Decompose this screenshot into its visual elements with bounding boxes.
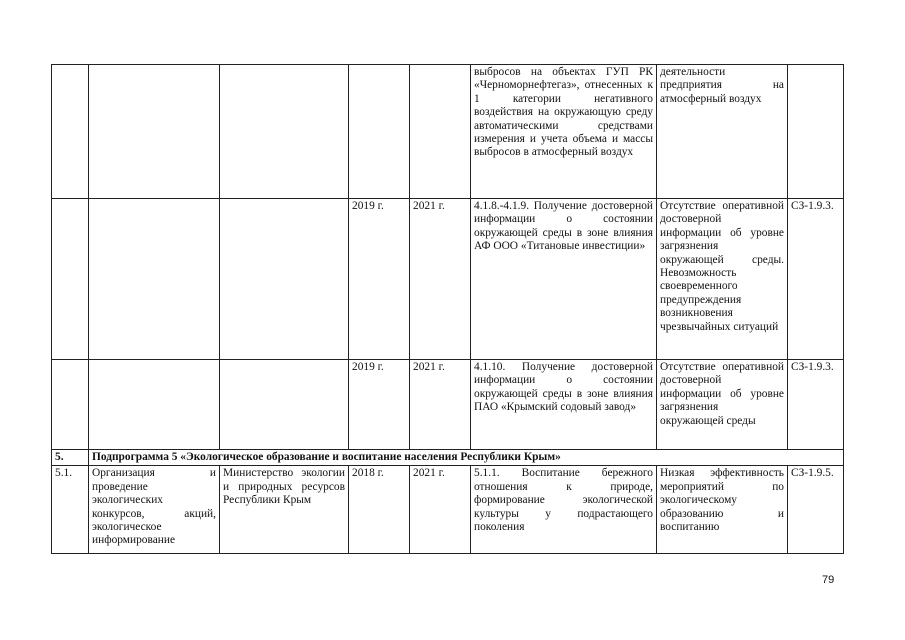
cell-measure [89,199,220,360]
cell-link: СЗ-1.9.3. [788,199,844,360]
cell-measure: Организация и проведение экологических конкурсов, акций, экологическое информирование [89,466,220,554]
table-row [52,65,844,199]
cell-link: СЗ-1.9.3. [788,360,844,450]
cell-start-year: 2019 г. [349,199,410,360]
cell-executor [220,199,349,360]
cell-num [52,199,89,360]
cell-measure [89,360,220,450]
table-row [52,466,844,554]
cell-start-year [349,65,410,199]
cell-num: 5.1. [52,466,89,554]
cell-consequence: Низкая эффективность мероприятий по экологическому образованию и воспитанию [657,466,788,554]
cell-consequence: Отсутствие оперативной достоверной информации об уровне загрязнения окружающей среды [657,360,788,450]
cell-task: 4.1.10. Получение достоверной информации о состоянии окружающей среды в зоне влияния ПАО «Крымский содовый завод» [471,360,657,450]
cell-measure [89,65,220,199]
cell-end-year [410,65,471,199]
cell-consequence: деятельности предприятия на атмосферный воздух [657,65,788,199]
cell-end-year: 2021 г. [410,466,471,554]
cell-link [788,65,844,199]
cell-task: выбросов на объектах ГУП РК «Черноморнефтегаз», отнесенных к 1 категории негативного воздействия на окружающую среду автоматическими средствами измерения и учета объема и массы выбросов в атмосферный воздух [471,65,657,199]
table-row [52,199,844,360]
cell-consequence: Отсутствие оперативной достоверной информации об уровне загрязнения окружающей среды. Невозможность своевременного предупреждения возникновения чрезвычайных ситуаций [657,199,788,360]
cell-end-year: 2021 г. [410,360,471,450]
cell-executor [220,360,349,450]
cell-task: 5.1.1. Воспитание бережного отношения к природе, формирование экологической культуры у подрастающего поколения [471,466,657,554]
program-table [51,64,844,554]
cell-link: СЗ-1.9.5. [788,466,844,554]
cell-start-year: 2019 г. [349,360,410,450]
document-page [51,64,843,554]
cell-executor: Министерство экологии и природных ресурсов Республики Крым [220,466,349,554]
cell-num [52,65,89,199]
subprogram-row [52,450,844,466]
cell-num [52,360,89,450]
subprogram-number: 5. [52,450,89,466]
cell-start-year: 2018 г. [349,466,410,554]
table-row [52,360,844,450]
page-number: 79 [822,574,835,586]
cell-task: 4.1.8.-4.1.9. Получение достоверной информации о состоянии окружающей среды в зоне влияния АФ ООО «Титановые инвестиции» [471,199,657,360]
cell-executor [220,65,349,199]
subprogram-title: Подпрограмма 5 «Экологическое образование и воспитание населения Республики Крым» [89,450,844,466]
cell-end-year: 2021 г. [410,199,471,360]
